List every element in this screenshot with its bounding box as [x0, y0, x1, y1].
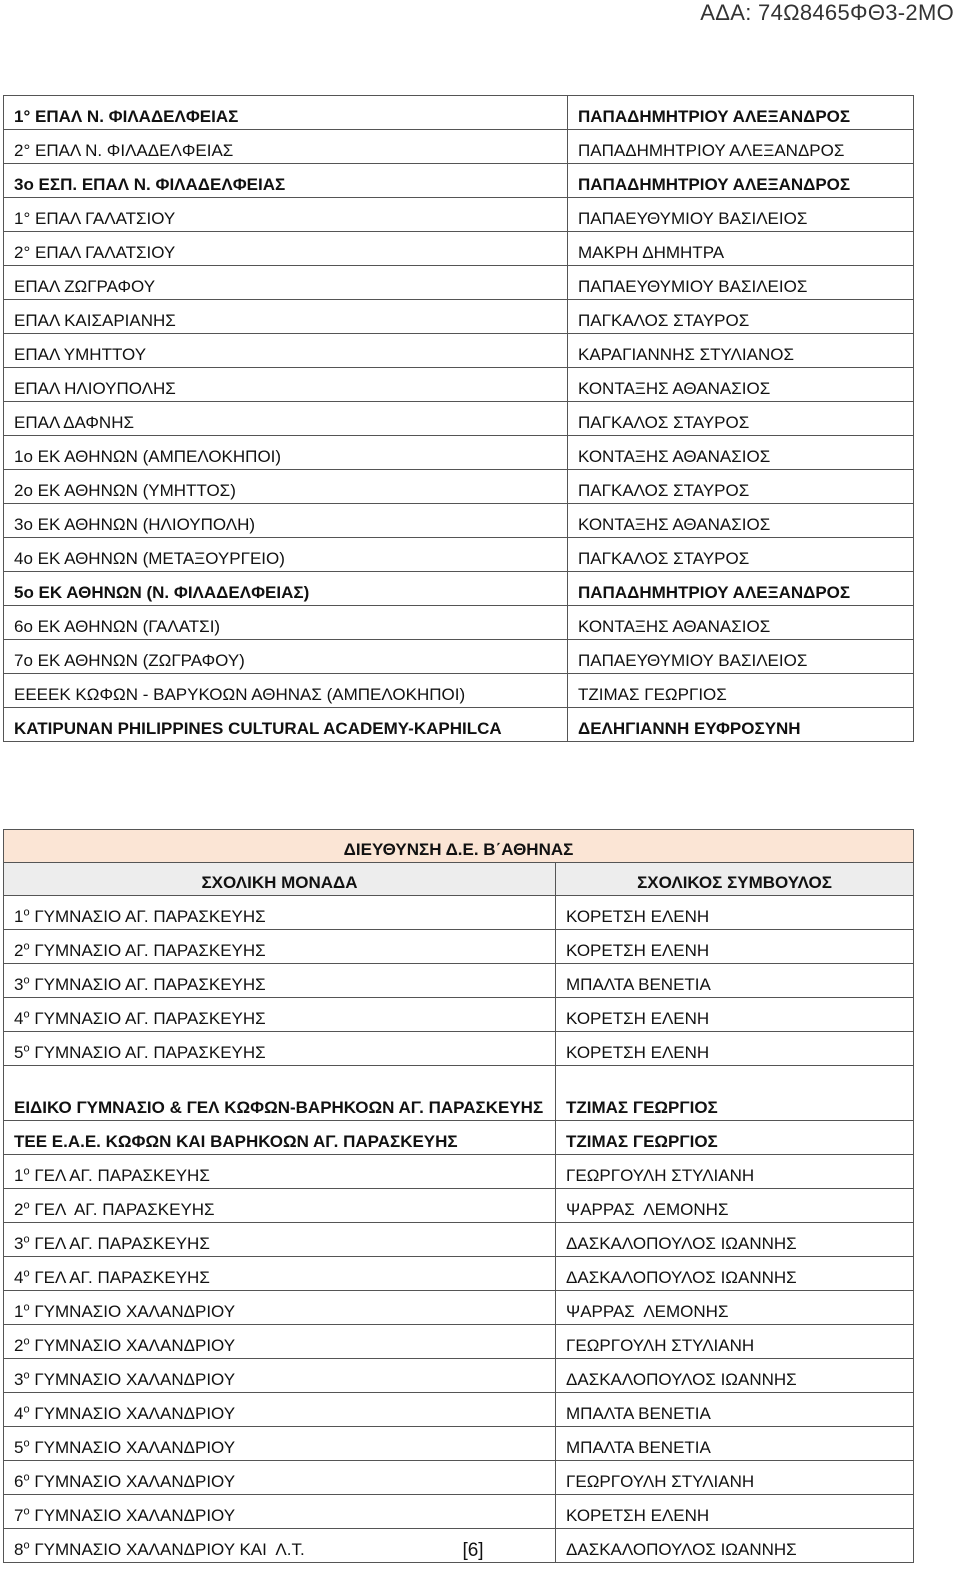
table-row [4, 1066, 914, 1121]
school-label: ΓΥΜΝΑΣΙΟ ΑΓ. ΠΑΡΑΣΚΕΥΗΣ [29, 1043, 266, 1062]
school-label: ΓΕΛ ΑΓ. ΠΑΡΑΣΚΕΥΗΣ [29, 1166, 210, 1185]
table-row [4, 300, 914, 334]
ordinal-suffix: ο [23, 1471, 30, 1484]
advisor-name: ΔΑΣΚΑΛΟΠΟΥΛΟΣ ΙΩΑΝΝΗΣ [556, 1359, 914, 1393]
table-row [4, 232, 914, 266]
table-row [4, 640, 914, 674]
school-name [4, 1461, 556, 1495]
school-ordinal: 8 [14, 1540, 24, 1559]
advisor-name: ΓΕΩΡΓΟΥΛΗ ΣΤΥΛΙΑΝΗ [556, 1155, 914, 1189]
school-name: 2° ΕΠΑΛ Ν. ΦΙΛΑΔΕΛΦΕΙΑΣ [4, 130, 568, 164]
table-row [4, 1325, 914, 1359]
advisor-name: ΚΟΝΤΑΞΗΣ ΑΘΑΝΑΣΙΟΣ [568, 504, 914, 538]
table-row [4, 572, 914, 606]
school-ordinal: 1 [14, 1302, 24, 1321]
school-name [4, 1359, 556, 1393]
table-row [4, 266, 914, 300]
advisor-name: ΚΟΝΤΑΞΗΣ ΑΘΑΝΑΣΙΟΣ [568, 436, 914, 470]
table-row [4, 1495, 914, 1529]
school-name [4, 1393, 556, 1427]
advisor-name: ΠΑΠΑΔΗΜΗΤΡΙΟΥ ΑΛΕΞΑΝΔΡΟΣ [568, 572, 914, 606]
ordinal-suffix: ο [23, 1539, 30, 1552]
advisor-name: ΚΟΡΕΤΣΗ ΕΛΕΝΗ [556, 1495, 914, 1529]
school-name [4, 1427, 556, 1461]
table-row [4, 674, 914, 708]
school-name [4, 1032, 556, 1066]
advisor-name: ΔΑΣΚΑΛΟΠΟΥΛΟΣ ΙΩΑΝΝΗΣ [556, 1529, 914, 1563]
school-label: ΓΥΜΝΑΣΙΟ ΑΓ. ΠΑΡΑΣΚΕΥΗΣ [29, 907, 266, 926]
advisor-name: ΓΕΩΡΓΟΥΛΗ ΣΤΥΛΙΑΝΗ [556, 1461, 914, 1495]
school-name: KATIPUNAN PHILIPPINES CULTURAL ACADEMY-KAPHILCA [4, 708, 568, 742]
school-ordinal: 6 [14, 1472, 24, 1491]
school-name: 3ο ΕΣΠ. ΕΠΑΛ Ν. ΦΙΛΑΔΕΛΦΕΙΑΣ [4, 164, 568, 198]
school-ordinal: 5 [14, 1438, 24, 1457]
school-label: ΓΥΜΝΑΣΙΟ ΑΓ. ΠΑΡΑΣΚΕΥΗΣ [29, 941, 266, 960]
ordinal-suffix: ο [23, 906, 30, 919]
advisor-name: ΨΑΡΡΑΣ ΛΕΜΟΝΗΣ [556, 1291, 914, 1325]
table-row [4, 538, 914, 572]
ordinal-suffix: ο [23, 974, 30, 987]
ordinal-suffix: ο [23, 1437, 30, 1450]
table-row [4, 436, 914, 470]
advisor-name: ΓΕΩΡΓΟΥΛΗ ΣΤΥΛΙΑΝΗ [556, 1325, 914, 1359]
advisor-name: ΠΑΠΑΕΥΘΥΜΙΟΥ ΒΑΣΙΛΕΙΟΣ [568, 198, 914, 232]
advisor-name: ΠΑΠΑΔΗΜΗΤΡΙΟΥ ΑΛΕΞΑΝΔΡΟΣ [568, 130, 914, 164]
school-name: ΕΠΑΛ ΔΑΦΝΗΣ [4, 402, 568, 436]
school-name [4, 1189, 556, 1223]
school-label: ΓΥΜΝΑΣΙΟ ΧΑΛΑΝΔΡΙΟΥ [29, 1506, 236, 1525]
advisor-name: ΨΑΡΡΑΣ ΛΕΜΟΝΗΣ [556, 1189, 914, 1223]
ordinal-suffix: ο [23, 940, 30, 953]
school-label: ΓΥΜΝΑΣΙΟ ΧΑΛΑΝΔΡΙΟΥ [29, 1438, 236, 1457]
advisor-name: ΚΟΡΕΤΣΗ ΕΛΕΝΗ [556, 896, 914, 930]
school-name [4, 1066, 556, 1121]
table-row [4, 130, 914, 164]
table-row [4, 998, 914, 1032]
school-label: ΓΕΛ ΑΓ. ΠΑΡΑΣΚΕΥΗΣ [29, 1268, 210, 1287]
table-row [4, 198, 914, 232]
table-row [4, 164, 914, 198]
advisor-name: ΠΑΓΚΑΛΟΣ ΣΤΑΥΡΟΣ [568, 470, 914, 504]
school-name: 2° ΕΠΑΛ ΓΑΛΑΤΣΙΟΥ [4, 232, 568, 266]
advisor-name: ΤΖΙΜΑΣ ΓΕΩΡΓΙΟΣ [556, 1121, 914, 1155]
school-name: 5ο ΕΚ ΑΘΗΝΩΝ (Ν. ΦΙΛΑΔΕΛΦΕΙΑΣ) [4, 572, 568, 606]
school-ordinal: 7 [14, 1506, 24, 1525]
ordinal-suffix: ο [23, 1267, 30, 1280]
ordinal-suffix: ο [23, 1199, 30, 1212]
school-name [4, 1121, 556, 1155]
advisor-name: ΠΑΠΑΕΥΘΥΜΙΟΥ ΒΑΣΙΛΕΙΟΣ [568, 266, 914, 300]
school-name: ΕΕΕΕΚ ΚΩΦΩΝ - ΒΑΡΥΚΟΩΝ ΑΘΗΝΑΣ (ΑΜΠΕΛΟΚΗΠΟΙ) [4, 674, 568, 708]
table-row [4, 930, 914, 964]
school-label: ΓΕΛ ΑΓ. ΠΑΡΑΣΚΕΥΗΣ [29, 1234, 210, 1253]
schools-table-2 [3, 829, 914, 1563]
ordinal-suffix: ο [23, 1165, 30, 1178]
school-name: 3ο ΕΚ ΑΘΗΝΩΝ (ΗΛΙΟΥΠΟΛΗ) [4, 504, 568, 538]
table-row [4, 708, 914, 742]
advisor-name: ΠΑΠΑΔΗΜΗΤΡΙΟΥ ΑΛΕΞΑΝΔΡΟΣ [568, 164, 914, 198]
advisor-name: ΠΑΓΚΑΛΟΣ ΣΤΑΥΡΟΣ [568, 402, 914, 436]
school-name [4, 1257, 556, 1291]
ordinal-suffix: ο [23, 1505, 30, 1518]
ordinal-suffix: ο [23, 1403, 30, 1416]
school-ordinal: 2 [14, 941, 24, 960]
table-row [4, 606, 914, 640]
page-number: [6] [462, 1540, 484, 1561]
advisor-name: ΠΑΓΚΑΛΟΣ ΣΤΑΥΡΟΣ [568, 538, 914, 572]
school-ordinal: 1 [14, 1166, 24, 1185]
table-row [4, 1223, 914, 1257]
ordinal-suffix: ο [23, 1301, 30, 1314]
schools-table-1 [3, 95, 914, 742]
school-ordinal: 1 [14, 907, 24, 926]
school-name [4, 1291, 556, 1325]
table-row [4, 1155, 914, 1189]
advisor-name: ΔΕΛΗΓΙΑΝΝΗ ΕΥΦΡΟΣΥΝΗ [568, 708, 914, 742]
school-name: ΕΠΑΛ ΖΩΓΡΑΦΟΥ [4, 266, 568, 300]
advisor-name: ΔΑΣΚΑΛΟΠΟΥΛΟΣ ΙΩΑΝΝΗΣ [556, 1223, 914, 1257]
school-name: ΕΠΑΛ ΥΜΗΤΤΟΥ [4, 334, 568, 368]
ada-code: ΑΔΑ: 74Ω8465ΦΘ3-2ΜΟ [700, 0, 954, 25]
advisor-name: ΜΠΑΛΤΑ ΒΕΝΕΤΙΑ [556, 1427, 914, 1461]
table-row [4, 1461, 914, 1495]
school-ordinal: 3 [14, 1234, 24, 1253]
school-name: 6ο ΕΚ ΑΘΗΝΩΝ (ΓΑΛΑΤΣΙ) [4, 606, 568, 640]
school-name [4, 1495, 556, 1529]
column-header-advisor: ΣΧΟΛΙΚΟΣ ΣΥΜΒΟΥΛΟΣ [556, 863, 914, 896]
ordinal-suffix: ο [23, 1369, 30, 1382]
school-label: ΕΙΔΙΚΟ ΓΥΜΝΑΣΙΟ & ΓΕΛ ΚΩΦΩΝ-ΒΑΡΗΚΟΩΝ ΑΓ. ΠΑΡΑΣΚΕΥΗΣ [14, 1098, 544, 1117]
table-row [4, 1189, 914, 1223]
directorate-title: ΔΙΕΥΘΥΝΣΗ Δ.Ε. Β΄ΑΘΗΝΑΣ [4, 830, 914, 863]
advisor-name: ΔΑΣΚΑΛΟΠΟΥΛΟΣ ΙΩΑΝΝΗΣ [556, 1257, 914, 1291]
school-name: ΕΠΑΛ ΗΛΙΟΥΠΟΛΗΣ [4, 368, 568, 402]
school-ordinal: 4 [14, 1268, 24, 1287]
column-header-school: ΣΧΟΛΙΚΗ ΜΟΝΑΔΑ [4, 863, 556, 896]
table-title-row [4, 830, 914, 863]
school-ordinal: 2 [14, 1200, 24, 1219]
table-row [4, 1359, 914, 1393]
table-row [4, 334, 914, 368]
advisor-name: ΠΑΠΑΔΗΜΗΤΡΙΟΥ ΑΛΕΞΑΝΔΡΟΣ [568, 96, 914, 130]
table-row [4, 96, 914, 130]
school-name [4, 930, 556, 964]
advisor-name: ΚΟΡΕΤΣΗ ΕΛΕΝΗ [556, 998, 914, 1032]
advisor-name: ΠΑΓΚΑΛΟΣ ΣΤΑΥΡΟΣ [568, 300, 914, 334]
table-row [4, 1291, 914, 1325]
school-name: 1ο ΕΚ ΑΘΗΝΩΝ (ΑΜΠΕΛΟΚΗΠΟΙ) [4, 436, 568, 470]
school-label: ΓΥΜΝΑΣΙΟ ΧΑΛΑΝΔΡΙΟΥ [29, 1370, 236, 1389]
table-row [4, 896, 914, 930]
school-ordinal: 4 [14, 1009, 24, 1028]
advisor-name: ΜΠΑΛΤΑ ΒΕΝΕΤΙΑ [556, 964, 914, 998]
advisor-name: ΚΟΝΤΑΞΗΣ ΑΘΑΝΑΣΙΟΣ [568, 368, 914, 402]
table-row [4, 1257, 914, 1291]
school-name [4, 998, 556, 1032]
school-label: ΓΥΜΝΑΣΙΟ ΑΓ. ΠΑΡΑΣΚΕΥΗΣ [29, 1009, 266, 1028]
school-label: ΓΥΜΝΑΣΙΟ ΧΑΛΑΝΔΡΙΟΥ [29, 1472, 236, 1491]
school-label: ΓΥΜΝΑΣΙΟ ΧΑΛΑΝΔΡΙΟΥ [29, 1336, 236, 1355]
advisor-name: ΚΟΡΕΤΣΗ ΕΛΕΝΗ [556, 1032, 914, 1066]
table-row [4, 470, 914, 504]
table-row [4, 964, 914, 998]
school-label: ΓΥΜΝΑΣΙΟ ΧΑΛΑΝΔΡΙΟΥ ΚΑΙ Λ.Τ. [29, 1540, 305, 1559]
advisor-name: ΠΑΠΑΕΥΘΥΜΙΟΥ ΒΑΣΙΛΕΙΟΣ [568, 640, 914, 674]
school-name: 2ο ΕΚ ΑΘΗΝΩΝ (ΥΜΗΤΤΟΣ) [4, 470, 568, 504]
advisor-name: ΚΟΝΤΑΞΗΣ ΑΘΑΝΑΣΙΟΣ [568, 606, 914, 640]
school-label: ΓΥΜΝΑΣΙΟ ΧΑΛΑΝΔΡΙΟΥ [29, 1404, 236, 1423]
school-name [4, 1223, 556, 1257]
table-row [4, 402, 914, 436]
school-name: 7ο ΕΚ ΑΘΗΝΩΝ (ΖΩΓΡΑΦΟΥ) [4, 640, 568, 674]
advisor-name: ΜΑΚΡΗ ΔΗΜΗΤΡΑ [568, 232, 914, 266]
school-name: 1° ΕΠΑΛ ΓΑΛΑΤΣΙΟΥ [4, 198, 568, 232]
school-name [4, 1155, 556, 1189]
table-row [4, 1393, 914, 1427]
school-name: 1° ΕΠΑΛ Ν. ΦΙΛΑΔΕΛΦΕΙΑΣ [4, 96, 568, 130]
school-name: ΕΠΑΛ ΚΑΙΣΑΡΙΑΝΗΣ [4, 300, 568, 334]
school-name [4, 964, 556, 998]
advisor-name: ΤΖΙΜΑΣ ΓΕΩΡΓΙΟΣ [568, 674, 914, 708]
ordinal-suffix: ο [23, 1335, 30, 1348]
ordinal-suffix: ο [23, 1008, 30, 1021]
advisor-name: ΤΖΙΜΑΣ ΓΕΩΡΓΙΟΣ [556, 1066, 914, 1121]
advisor-name: ΚΟΡΕΤΣΗ ΕΛΕΝΗ [556, 930, 914, 964]
table-row [4, 368, 914, 402]
table-row [4, 1121, 914, 1155]
ordinal-suffix: ο [23, 1042, 30, 1055]
school-name: 4ο ΕΚ ΑΘΗΝΩΝ (ΜΕΤΑΞΟΥΡΓΕΙΟ) [4, 538, 568, 572]
ordinal-suffix: ο [23, 1233, 30, 1246]
school-name [4, 896, 556, 930]
school-ordinal: 5 [14, 1043, 24, 1062]
school-label: ΓΕΛ ΑΓ. ΠΑΡΑΣΚΕΥΗΣ [29, 1200, 215, 1219]
table-row [4, 1032, 914, 1066]
school-ordinal: 3 [14, 975, 24, 994]
school-ordinal: 4 [14, 1404, 24, 1423]
table-header-row [4, 863, 914, 896]
school-label: ΓΥΜΝΑΣΙΟ ΑΓ. ΠΑΡΑΣΚΕΥΗΣ [29, 975, 266, 994]
advisor-name: ΜΠΑΛΤΑ ΒΕΝΕΤΙΑ [556, 1393, 914, 1427]
school-label: ΓΥΜΝΑΣΙΟ ΧΑΛΑΝΔΡΙΟΥ [29, 1302, 236, 1321]
table-row [4, 504, 914, 538]
advisor-name: ΚΑΡΑΓΙΑΝΝΗΣ ΣΤΥΛΙΑΝΟΣ [568, 334, 914, 368]
school-label: ΤΕΕ Ε.Α.Ε. ΚΩΦΩΝ ΚΑΙ ΒΑΡΗΚΟΩΝ ΑΓ. ΠΑΡΑΣΚΕΥΗΣ [14, 1132, 458, 1151]
table-row [4, 1427, 914, 1461]
school-ordinal: 3 [14, 1370, 24, 1389]
school-name [4, 1325, 556, 1359]
school-ordinal: 2 [14, 1336, 24, 1355]
